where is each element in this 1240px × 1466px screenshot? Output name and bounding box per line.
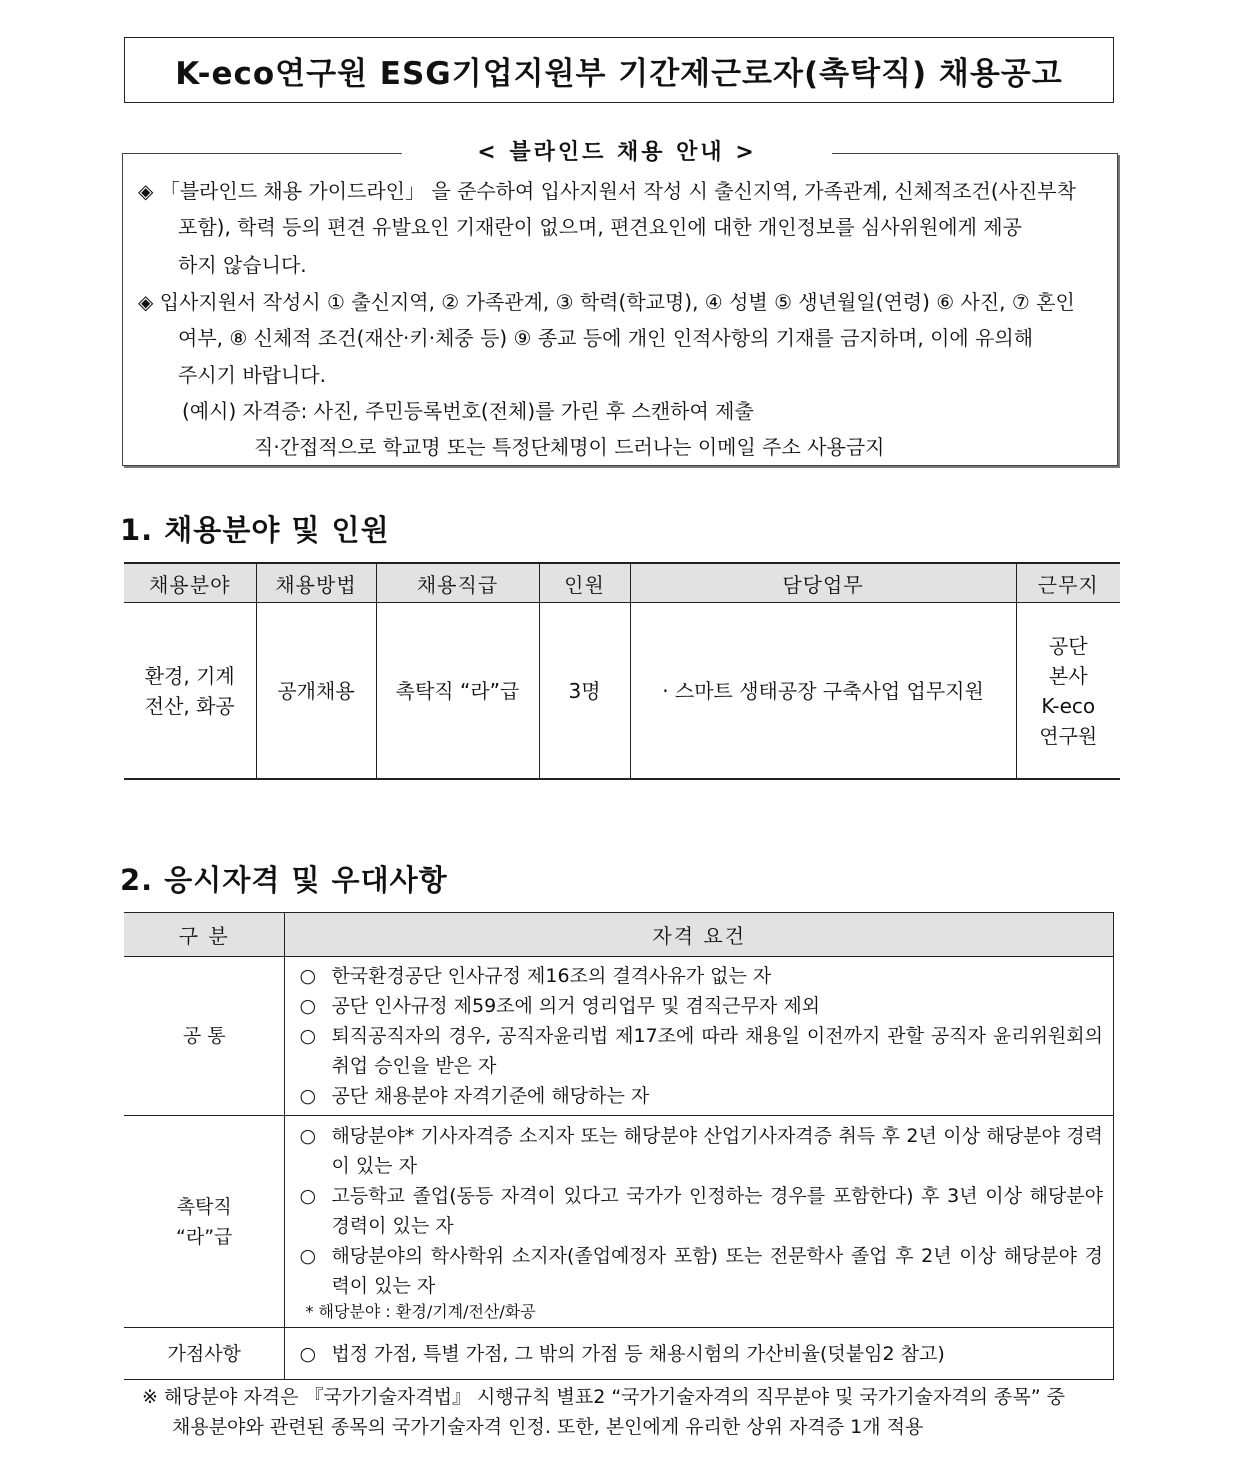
blind-line: 하지 않습니다. bbox=[178, 253, 307, 277]
blind-line: ◈ 입사지원서 작성시 ① 출신지역, ② 가족관계, ③ 학력(학교명), ④ 성별 ⑤ 생년월일(연령) ⑥ 사진, ⑦ 혼인 bbox=[138, 290, 1075, 314]
field-note: * 해당분야 : 환경/기계/전산/화공 bbox=[305, 1301, 536, 1321]
table-header-row bbox=[124, 913, 1114, 957]
location-line: 본사 bbox=[1048, 663, 1088, 688]
category-bonus: 가점사항 bbox=[124, 1328, 285, 1380]
header-cell: 채용방법 bbox=[256, 563, 376, 603]
duty-cell: · 스마트 생태공장 구축사업 업무지원 bbox=[630, 603, 1016, 780]
header-cell: 채용직급 bbox=[376, 563, 539, 603]
qualification-footnote bbox=[142, 1382, 1117, 1442]
list-item: ○ 한국환경공단 인사규정 제16조의 결격사유가 없는 자 bbox=[297, 961, 1103, 991]
grade-label-line: “라”급 bbox=[176, 1225, 233, 1248]
blind-line: 포함), 학력 등의 편견 유발요인 기재란이 없으며, 편견요인에 대한 개인정보를 심사위원에게 제공 bbox=[178, 215, 1022, 239]
bullet-icon: ○ bbox=[299, 1124, 317, 1147]
header-cell: 담당업무 bbox=[630, 563, 1016, 603]
list-item: ○ 해당분야의 학사학위 소지자(졸업예정자 포함) 또는 전문학사 졸업 후 2년 이상 해당분야 경력이 있는 자 bbox=[297, 1241, 1103, 1301]
blind-line: ◈ 「블라인드 채용 가이드라인」 을 준수하여 입사지원서 작성 시 출신지역, 가족관계, 신체적조건(사진부착 bbox=[138, 179, 1076, 203]
blind-line: 주시기 바랍니다. bbox=[178, 363, 326, 387]
grade-label-line: 촉탁직 bbox=[176, 1195, 232, 1218]
requirements-grade bbox=[285, 1116, 1114, 1328]
list-item: ○ 고등학교 졸업(동등 자격이 있다고 국가가 인정하는 경우를 포함한다) 후 3년 이상 해당분야 경력이 있는 자 bbox=[297, 1181, 1103, 1241]
footnote-line: 채용분야와 관련된 종목의 국가기술자격 인정. 또한, 본인에게 유리한 상위 자격증 1개 적용 bbox=[172, 1416, 924, 1438]
bullet-icon: ○ bbox=[299, 995, 317, 1017]
location-cell bbox=[1016, 603, 1120, 780]
bullet-icon: ○ bbox=[299, 1025, 317, 1047]
table-header-row bbox=[124, 563, 1120, 603]
page-title: K-eco연구원 ESG기업지원부 기간제근로자(촉탁직) 채용공고 bbox=[124, 37, 1114, 103]
header-cell: 근무지 bbox=[1016, 563, 1120, 603]
qualification-table bbox=[124, 912, 1114, 1380]
list-item: ○ 법정 가점, 특별 가점, 그 밖의 가점 등 채용시험의 가산비율(덧붙임2 참고) bbox=[297, 1339, 1103, 1369]
list-item: ○ 해당분야* 기사자격증 소지자 또는 해당분야 산업기사자격증 취득 후 2년 이상 해당분야 경력이 있는 자 bbox=[297, 1121, 1103, 1181]
header-cell: 구 분 bbox=[124, 913, 285, 957]
header-cell: 채용분야 bbox=[124, 563, 256, 603]
table-row-common bbox=[124, 957, 1114, 1116]
table-row-bonus bbox=[124, 1328, 1114, 1380]
bullet-icon: ○ bbox=[299, 1085, 317, 1107]
header-cell: 인원 bbox=[539, 563, 630, 603]
grade-cell: 촉탁직 “라”급 bbox=[376, 603, 539, 780]
field-line: 환경, 기계 bbox=[144, 663, 235, 688]
blind-line: 여부, ⑧ 신체적 조건(재산·키·체중 등) ⑨ 종교 등에 개인 인적사항의 기재를 금지하며, 이에 유의해 bbox=[178, 326, 1034, 350]
bullet-icon: ○ bbox=[299, 965, 317, 987]
bullet-icon: ○ bbox=[299, 1184, 317, 1207]
bullet-icon: ○ bbox=[299, 1342, 317, 1365]
blind-example-line: (예시) 자격증: 사진, 주민등록번호(전체)를 가린 후 스캔하여 제출 bbox=[182, 399, 754, 423]
section2-title: 2. 응시자격 및 우대사항 bbox=[120, 863, 448, 897]
list-item: ○ 공단 채용분야 자격기준에 해당하는 자 bbox=[297, 1081, 1103, 1111]
recruitment-table bbox=[124, 562, 1120, 780]
location-line: 연구원 bbox=[1039, 723, 1098, 748]
field-cell bbox=[124, 603, 256, 780]
location-line: K-eco bbox=[1041, 693, 1096, 718]
header-cell: 자격 요건 bbox=[285, 913, 1114, 957]
field-line: 전산, 화공 bbox=[144, 693, 235, 718]
list-item: ○ 퇴직공직자의 경우, 공직자윤리법 제17조에 따라 채용일 이전까지 관할 공직자 윤리위원회의 취업 승인을 받은 자 bbox=[297, 1021, 1103, 1081]
count-cell: 3명 bbox=[539, 603, 630, 780]
blind-recruitment-heading: < 블라인드 채용 안내 > bbox=[402, 138, 832, 170]
blind-example-line: 직·간접적으로 학교명 또는 특정단체명이 드러나는 이메일 주소 사용금지 bbox=[254, 435, 885, 459]
list-item: ○ 공단 인사규정 제59조에 의거 영리업무 및 겸직근무자 제외 bbox=[297, 991, 1103, 1021]
category-common: 공 통 bbox=[124, 957, 285, 1116]
table-row bbox=[124, 603, 1120, 780]
location-line: 공단 bbox=[1048, 633, 1088, 658]
section1-title: 1. 채용분야 및 인원 bbox=[120, 513, 390, 547]
category-grade bbox=[124, 1116, 285, 1328]
requirements-common bbox=[285, 957, 1114, 1116]
method-cell: 공개채용 bbox=[256, 603, 376, 780]
requirements-bonus bbox=[285, 1328, 1114, 1380]
footnote-line: ※ 해당분야 자격은 『국가기술자격법』 시행규칙 별표2 “국가기술자격의 직무분야 및 국가기술자격의 종목” 중 bbox=[142, 1386, 1066, 1408]
bullet-icon: ○ bbox=[299, 1244, 317, 1267]
table-row-grade bbox=[124, 1116, 1114, 1328]
